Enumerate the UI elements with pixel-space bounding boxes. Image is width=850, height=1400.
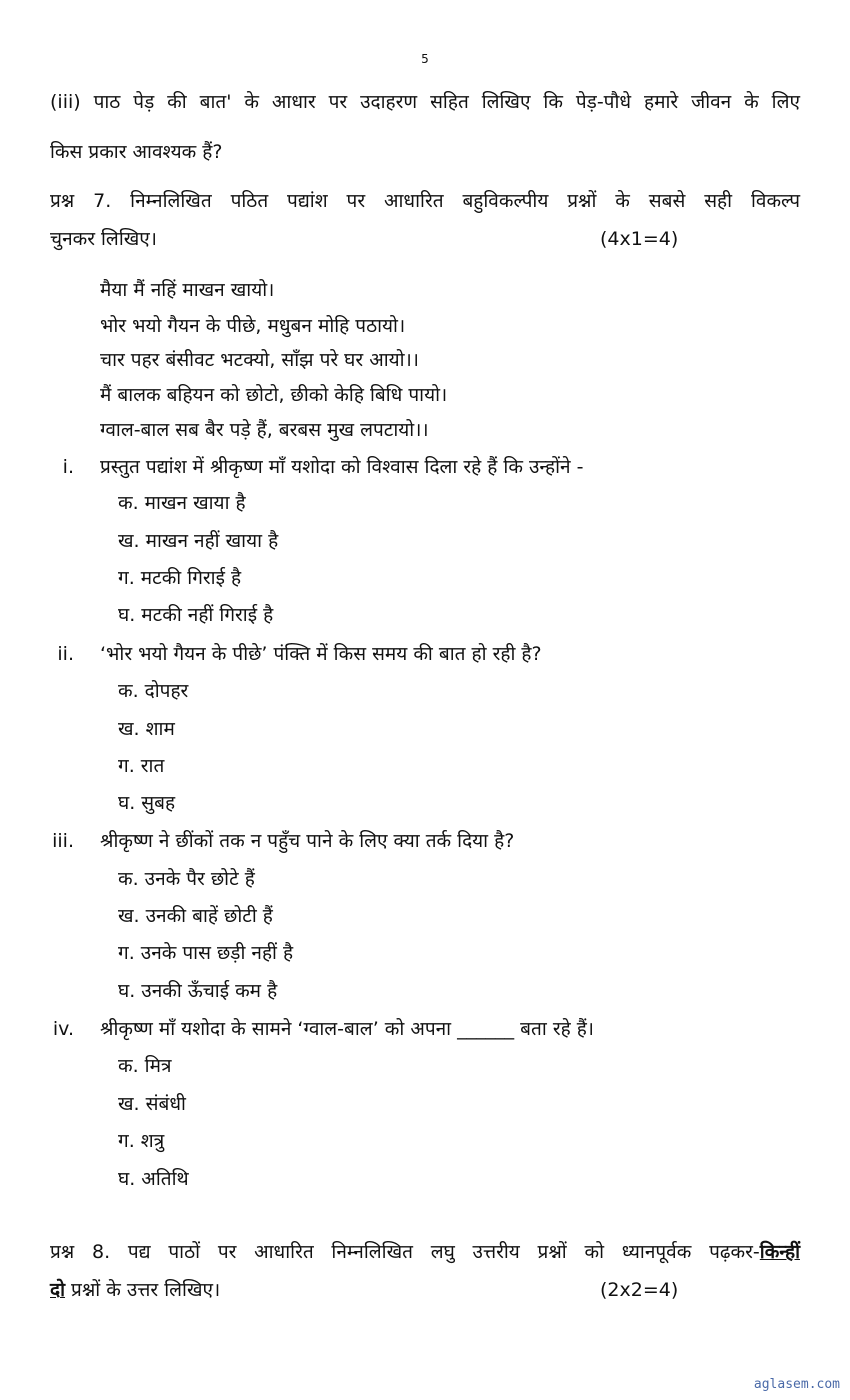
q6-iii-line1: (iii) पाठ पेड़ की बात' के आधार पर उदाहरण सहित लिखिए कि पेड़-पौधे हमारे जीवन के लिए [50,91,800,113]
question-number: i. [62,456,74,478]
poem-line: भोर भयो गैयन के पीछे, मधुबन मोहि पठायो। [100,315,406,337]
q8-line2-text: प्रश्नों के उत्तर लिखिए। [65,1279,221,1301]
question-number: iii. [52,830,74,852]
option: ख. संबंधी [118,1093,186,1115]
option: घ. मटकी नहीं गिराई है [118,604,274,626]
q8-heading-line2 [50,1277,220,1303]
option: ख. माखन नहीं खाया है [118,530,279,552]
q7-heading-line2: चुनकर लिखिए। [50,228,157,250]
option: घ. सुबह [118,792,176,814]
option: ग. रात [118,755,165,777]
q8-heading-line1 [50,1239,800,1265]
question-number: ii. [57,643,74,665]
option: ख. उनकी बाहें छोटी हैं [118,905,273,927]
q7-marks: (4x1=4) [600,228,679,250]
q7-heading-line1: प्रश्न 7. निम्नलिखित पठित पद्यांश पर आधारित बहुविकल्पीय प्रश्नों के सबसे सही विकल्प [50,190,800,212]
option: घ. उनकी ऊँचाई कम है [118,980,278,1002]
question-text: ‘भोर भयो गैयन के पीछे’ पंक्ति में किस समय की बात हो रही है? [100,643,542,665]
q6-iii-line2: किस प्रकार आवश्यक हैं? [50,141,223,163]
q8-emphasis-kinhin: किन्हीं [759,1241,800,1263]
option: ग. उनके पास छड़ी नहीं है [118,942,294,964]
option: घ. अतिथि [118,1168,189,1190]
option: क. दोपहर [118,680,189,702]
question-text: प्रस्तुत पद्यांश में श्रीकृष्ण माँ यशोदा को विश्वास दिला रहे हैं कि उन्होंने - [100,456,584,478]
poem-line: ग्वाल-बाल सब बैर पड़े हैं, बरबस मुख लपटायो।। [100,419,429,441]
question-number: iv. [52,1018,74,1040]
option: ग. शत्रु [118,1130,165,1152]
poem-line: चार पहर बंसीवट भटक्यो, साँझ परे घर आयो।। [100,349,419,371]
watermark: aglasem.com [753,1377,840,1392]
option: ख. शाम [118,718,175,740]
option: ग. मटकी गिराई है [118,567,242,589]
option: क. माखन खाया है [118,492,246,514]
question-text: श्रीकृष्ण ने छींकों तक न पहुँच पाने के लिए क्या तर्क दिया है? [100,830,515,852]
option: क. उनके पैर छोटे हैं [118,868,255,890]
page-number: 5 [421,52,429,66]
q8-emphasis-do: दो [50,1279,66,1301]
q8-line1-text: प्रश्न 8. पद्य पाठों पर आधारित निम्नलिखित लघु उत्तरीय प्रश्नों को ध्यानपूर्वक पढ़कर- [50,1241,760,1263]
question-text: श्रीकृष्ण माँ यशोदा के सामने ‘ग्वाल-बाल’ को अपना ______ बता रहे हैं। [100,1018,595,1040]
q8-marks: (2x2=4) [600,1279,679,1301]
option: क. मित्र [118,1055,172,1077]
poem-line: मैं बालक बहियन को छोटो, छीको केहि बिधि पायो। [100,384,448,406]
poem-line: मैया मैं नहिं माखन खायो। [100,279,275,301]
